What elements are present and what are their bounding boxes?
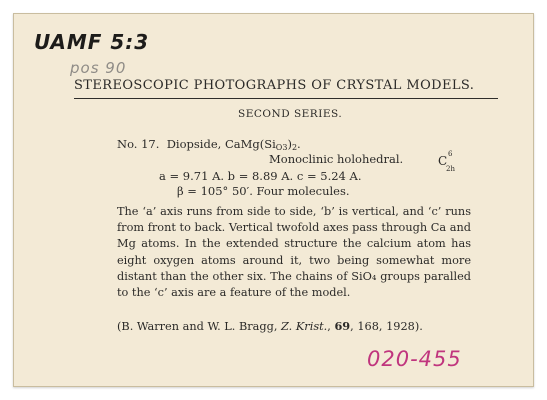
reference-separator: , (327, 320, 335, 333)
title-rule (74, 98, 498, 99)
series-heading: SECOND SERIES. (238, 108, 343, 120)
card-title: STEREOSCOPIC PHOTOGRAPHS OF CRYSTAL MODELS. (74, 78, 475, 93)
reference-journal: Z. Krist. (281, 320, 328, 333)
space-group-subscript: 2h (446, 165, 455, 173)
mineral-name: Diopside, CaMg(Si (166, 137, 276, 151)
mineral-subscript-3: 3 (282, 143, 288, 152)
space-group-superscript: 6 (448, 150, 453, 158)
reference-volume: 69 (334, 319, 351, 333)
entry-number: No. 17. (117, 137, 160, 151)
structure-description: The ‘a’ axis runs from side to side, ‘b’ is vertical, and ‘c’ runs from front to back. Vertical twofold axes pass through Ca and Mg atoms. In the extended structure the calcium atom has eight oxygen atoms around it, two being somewhat more distant than the other six. The chains of SiO₄ groups paralled to the ‘c’ axis are a feature of the model. (117, 205, 471, 300)
cell-dimensions: a = 9.71 A. b = 8.89 A. c = 5.24 A. (159, 169, 362, 183)
mineral-subscript-2: 2 (291, 143, 298, 152)
mineral-subscript-o: O (275, 143, 283, 152)
inventory-number-handwriting: 020-455 (367, 347, 462, 371)
entry-line (117, 137, 301, 152)
mineral-paren-close: ) (287, 137, 292, 151)
symmetry-line: Monoclinic holohedral. (269, 152, 404, 166)
reference (117, 319, 423, 333)
reference-details: , 168, 1928). (350, 320, 423, 333)
position-handwriting: pos 90 (70, 59, 127, 77)
mineral-period: . (297, 137, 301, 151)
beta-molecules: β = 105° 50′. Four molecules. (177, 184, 350, 198)
reference-authors: (B. Warren and W. L. Bragg, (117, 320, 282, 333)
crystal-model-card (13, 13, 534, 387)
space-group-symbol: C (438, 154, 448, 168)
catalog-handwriting: UAMF 5:3 (34, 30, 150, 54)
